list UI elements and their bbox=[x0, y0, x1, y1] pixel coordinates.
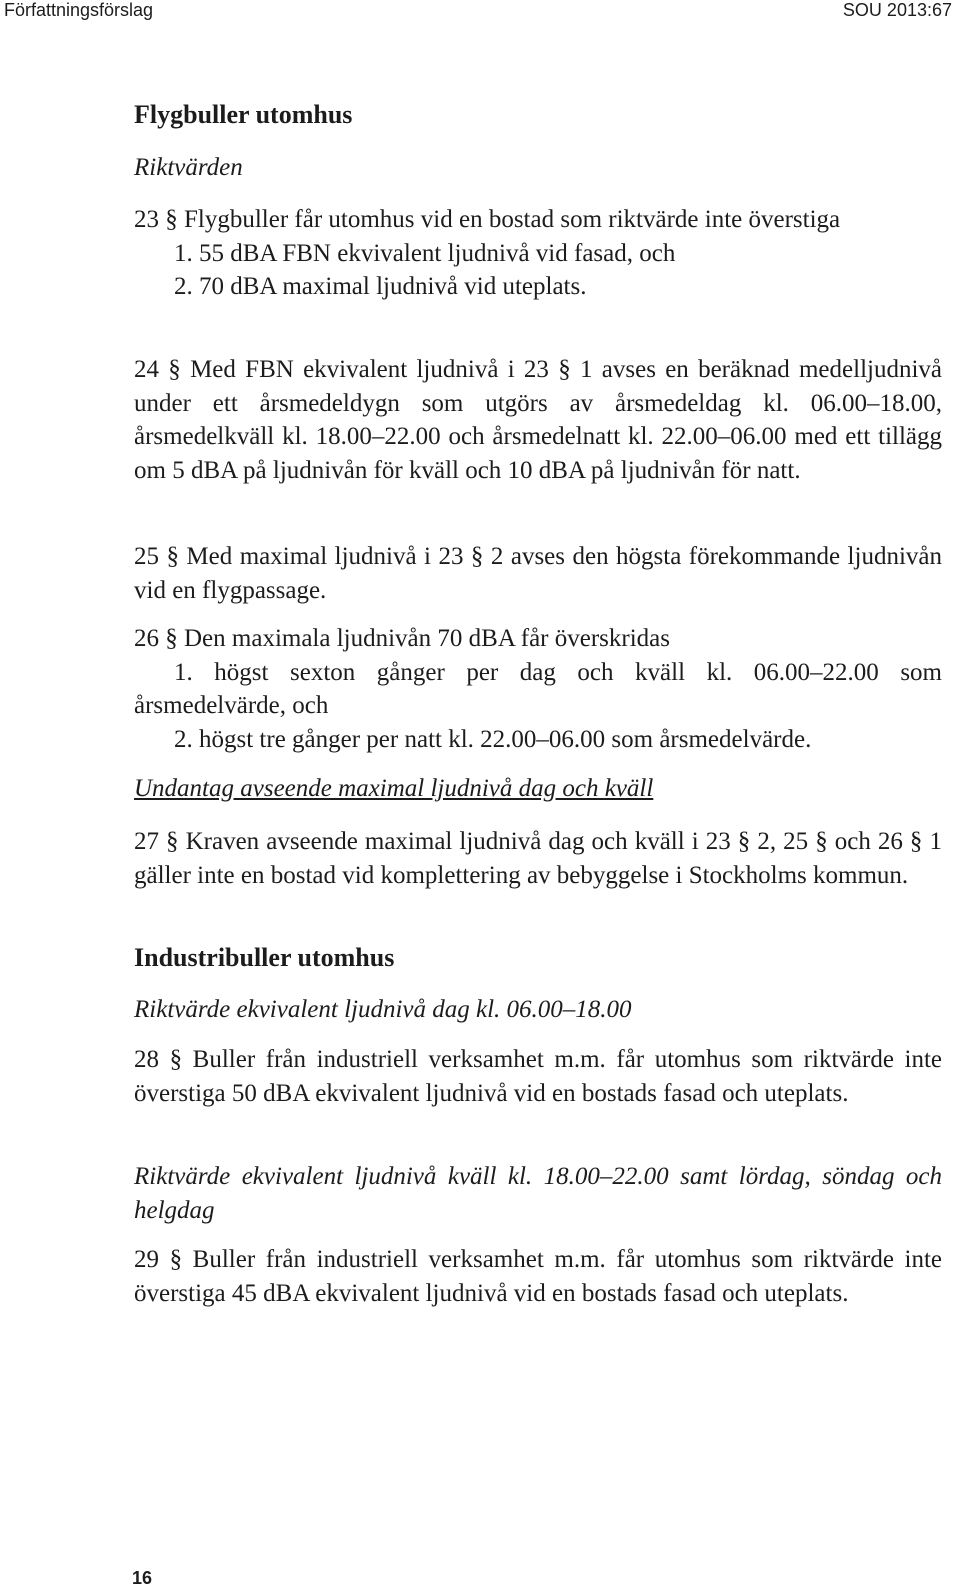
paragraph-26-text: 26 § Den maximala ljudnivån 70 dBA får överskridas bbox=[134, 625, 670, 652]
paragraph-26 bbox=[134, 622, 942, 756]
paragraph-23-text: 23 § Flygbuller får utomhus vid en bostad som riktvärde inte överstiga bbox=[134, 206, 841, 233]
paragraph-26-item-1 bbox=[134, 656, 942, 723]
subheading-undantag: Undantag avseende maximal ljudnivå dag och kväll bbox=[134, 775, 654, 802]
subheading-riktvarde-kvall: Riktvärde ekvivalent ljudnivå kväll kl. 18.00–22.00 samt lördag, söndag och helgdag bbox=[134, 1163, 942, 1224]
heading-industribuller: Industribuller utomhus bbox=[134, 943, 395, 972]
paragraph-29: 29 § Buller från industriell verksamhet m.m. får utomhus som riktvärde inte överstiga 45 dBA ekvivalent ljudnivå vid en bostads fasad och uteplats. bbox=[134, 1246, 942, 1307]
paragraph-23-item-2: 2. 70 dBA maximal ljudnivå vid uteplats. bbox=[174, 273, 587, 300]
subheading-riktvarden: Riktvärden bbox=[134, 154, 243, 181]
page-number: 16 bbox=[132, 1568, 153, 1588]
paragraph-23 bbox=[134, 203, 942, 304]
header-section-title: Författningsförslag bbox=[4, 0, 154, 20]
paragraph-23-item-1: 1. 55 dBA FBN ekvivalent ljudnivå vid fasad, och bbox=[174, 239, 676, 267]
running-header bbox=[0, 0, 960, 22]
paragraph-24: 24 § Med FBN ekvivalent ljudnivå i 23 § 1 avses en beräknad medelljudnivå under ett årsmedeldygn som utgörs av årsmedeldag kl. 06.00–18.00, årsmedelkväll kl. 18.00–22.00 och årsmedelnatt kl. 22.00–06.00 med ett tillägg om 5 dBA på ljudnivån för kväll och 10 dBA på ljudnivån för natt. bbox=[134, 356, 942, 484]
paragraph-27: 27 § Kraven avseende maximal ljudnivå dag och kväll i 23 § 2, 25 § och 26 § 1 gäller inte en bostad vid komplettering av bebyggelse i Stockholms kommun. bbox=[134, 828, 942, 889]
header-document-id: SOU 2013:67 bbox=[842, 0, 952, 20]
paragraph-26-item-2: 2. högst tre gånger per natt kl. 22.00–06.00 som årsmedelvärde. bbox=[174, 725, 812, 753]
heading-flygbuller: Flygbuller utomhus bbox=[134, 100, 353, 129]
paragraph-26-item-1-text: 1. högst sexton gånger per dag och kväll kl. 06.00–22.00 som årsmedelvärde, och bbox=[134, 658, 942, 719]
subheading-riktvarde-dag: Riktvärde ekvivalent ljudnivå dag kl. 06.00–18.00 bbox=[134, 996, 632, 1023]
paragraph-28: 28 § Buller från industriell verksamhet m.m. får utomhus som riktvärde inte överstiga 50 dBA ekvivalent ljudnivå vid en bostads fasad och uteplats. bbox=[134, 1046, 942, 1107]
paragraph-25: 25 § Med maximal ljudnivå i 23 § 2 avses den högsta förekommande ljudnivån vid en flygpassage. bbox=[134, 543, 942, 604]
